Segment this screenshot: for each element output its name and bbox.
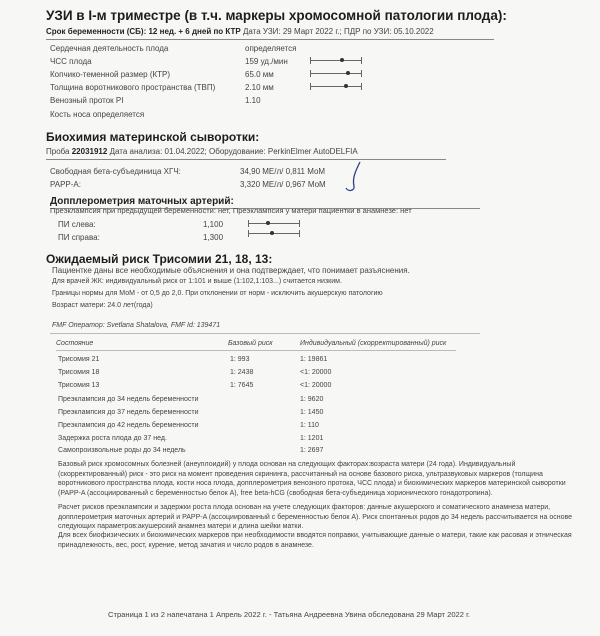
- report-title: УЗИ в I-м триместре (в т.ч. маркеры хромосомной патологии плода):: [46, 8, 507, 23]
- col-individual-risk: Индивидуальный (скорректированный) риск: [300, 340, 447, 347]
- risk-intro-4: Возраст матери: 24.0 лет(года): [52, 302, 153, 309]
- us-label-nasal: Кость носа: [50, 110, 91, 119]
- page-footer: Страница 1 из 2 напечатана 1 Апрель 2022 г. - Татьяна Андреевна Увина обследована 29 Март 2022 г.: [108, 610, 471, 619]
- individual-risk-cell: 1: 110: [300, 422, 319, 429]
- individual-risk-cell: 1: 1450: [300, 409, 324, 416]
- us-label-crl: Копчико-теменной размер (КТР): [50, 70, 171, 79]
- pi-left-label: ПИ слева:: [58, 220, 96, 229]
- pappa-label: PAPP-A:: [50, 180, 81, 189]
- base-risk-cell: 1: 7645: [230, 382, 254, 389]
- pregnancy-info: [46, 27, 434, 36]
- pi-left-scale: [248, 219, 300, 229]
- us-nasal-row: [50, 110, 144, 119]
- us-label-dv: Венозный проток PI: [50, 96, 124, 105]
- scan-date: Дата УЗИ: 29 Март 2022 г.;: [242, 27, 342, 36]
- nt-scale: [310, 82, 362, 92]
- risk-note-base: Базовый риск хромосомных болезней (анеуплоидий) у плода основан на следующих факторах:возраста матери (24 года). Индивидуальный (скорректированный) риск - это риск на момент проведения скрининга, рассчитанный на основе базового риска, ультразвуковых маркеров (толщина воротникового пространства плода, кости носа плода, допплерометрия венозного протока, ЧСС плода) и биохимических маркеров материнской сыворотки (PAPP-A (ассоциированный с беременностью белок А), free beta-hCG (свободная бета-субъединица хорионического гонадотропина).: [58, 461, 566, 497]
- risk-intro-2: Для врачей ЖК: индивидуальный риск от 1:101 и выше (1:102,1:103...) считается низким.: [52, 278, 342, 285]
- risk-note-preeclampsia: Расчет рисков преэклампсии и задержки роста плода основан на учете следующих факторов: данные акушерского и соматического анамнеза матери, допплерометрия маточных артерий и PAPP-A (ассоциированный с беременностью белок А). Риск спонтанных родов до 34 недель рассчитывается на основе следующих параметров:акушерский анамнез матери и длина шейки матки.: [58, 504, 573, 531]
- bhcg-value: 34,90 МЕ/л/ 0,811 МоМ: [240, 167, 326, 176]
- us-value-nt: 2.10 мм: [245, 83, 274, 92]
- table-header-divider: [56, 350, 456, 351]
- pi-right-scale: [248, 229, 300, 239]
- pi-right-value: 1,300: [203, 233, 224, 242]
- us-value-crl: 65.0 мм: [245, 70, 274, 79]
- individual-risk-cell: <1: 20000: [300, 369, 332, 376]
- us-value-hr: 159 уд./мин: [245, 57, 288, 66]
- equipment: Оборудование: PerkinElmer AutoDELFIA: [209, 147, 358, 156]
- hr-scale: [310, 56, 362, 66]
- risk-intro-1: Пациентке даны все необходимые объяснения и она подтверждает, что понимает разъяснения.: [52, 266, 410, 275]
- table-row: Преэклампсия до 37 недель беременности: [58, 409, 199, 416]
- table-row: Преэклампсия до 42 недель беременности: [58, 422, 199, 429]
- pi-right-label: ПИ справа:: [58, 233, 100, 242]
- bhcg-label: Свободная бета-субъединица ХГЧ:: [50, 167, 181, 176]
- risk-title: Ожидаемый риск Трисомии 21, 18, 13:: [46, 252, 273, 266]
- us-label-heart: Сердечная деятельность плода: [50, 44, 169, 53]
- handwritten-mark: [340, 160, 370, 194]
- term-value: 12 нед. + 6 дней по КТР: [148, 27, 241, 36]
- fmf-operator: FMF Оператор: Svetlana Shatalova, FMF Id: 139471: [52, 322, 221, 329]
- edd: ПДР по УЗИ: 05.10.2022: [343, 27, 434, 36]
- table-row: Самопроизвольные роды до 34 недель: [58, 447, 186, 454]
- biochem-sample-line: [46, 147, 358, 156]
- us-label-hr: ЧСС плода: [50, 57, 92, 66]
- table-row: Трисомия 21: [58, 356, 100, 363]
- sample-no: 22031912: [71, 147, 108, 156]
- doppler-title: Допплерометрия маточных артерий:: [50, 196, 234, 207]
- crl-scale: [310, 69, 362, 79]
- doppler-preeclampsia: Преэклампсия при предыдущей беременности: нет, Преэклампсия у матери пациентки в анамнезе: нет: [50, 206, 412, 215]
- us-label-nt: Толщина воротникового пространства (ТВП): [50, 83, 216, 92]
- col-base-risk: Базовый риск: [228, 340, 273, 347]
- us-value-heart: определяется: [245, 44, 297, 53]
- risk-note-corrections: Для всех биофизических и биохимических маркеров при необходимости вводятся поправки, учитывающие данные о матери, такие как расовая и этническая принадлежность, вес, рост, курение, метод зачатия и число родов в анамнезе.: [58, 532, 572, 549]
- pappa-value: 3,320 МЕ/л/ 0,967 МоМ: [240, 180, 326, 189]
- individual-risk-cell: 1: 19861: [300, 356, 328, 363]
- biochem-divider: [46, 159, 446, 160]
- base-risk-cell: 1: 993: [230, 356, 250, 363]
- individual-risk-cell: 1: 2697: [300, 447, 324, 454]
- table-row: Преэклампсия до 34 недель беременности: [58, 396, 199, 403]
- operator-divider: [50, 333, 480, 334]
- risk-intro-3: Границы нормы для МоМ - от 0,5 до 2,0. При отклонении от норм - исключить акушерскую патологию: [52, 290, 383, 297]
- individual-risk-cell: 1: 1201: [300, 435, 324, 442]
- term-label: Срок беременности (СБ):: [46, 27, 147, 36]
- sample-label: Проба: [46, 147, 70, 156]
- base-risk-cell: 1: 2438: [230, 369, 254, 376]
- individual-risk-cell: 1: 9620: [300, 396, 324, 403]
- individual-risk-cell: <1: 20000: [300, 382, 332, 389]
- table-row: Трисомия 18: [58, 369, 100, 376]
- table-row: Задержка роста плода до 37 нед.: [58, 435, 167, 442]
- table-row: Трисомия 13: [58, 382, 100, 389]
- analysis-date: Дата анализа: 01.04.2022;: [109, 147, 207, 156]
- col-condition: Состояние: [56, 340, 94, 347]
- biochem-title: Биохимия материнской сыворотки:: [46, 130, 260, 144]
- us-value-nasal: определяется: [92, 110, 145, 119]
- title-divider: [46, 39, 494, 40]
- pi-left-value: 1,100: [203, 220, 224, 229]
- us-value-dv: 1.10: [245, 96, 261, 105]
